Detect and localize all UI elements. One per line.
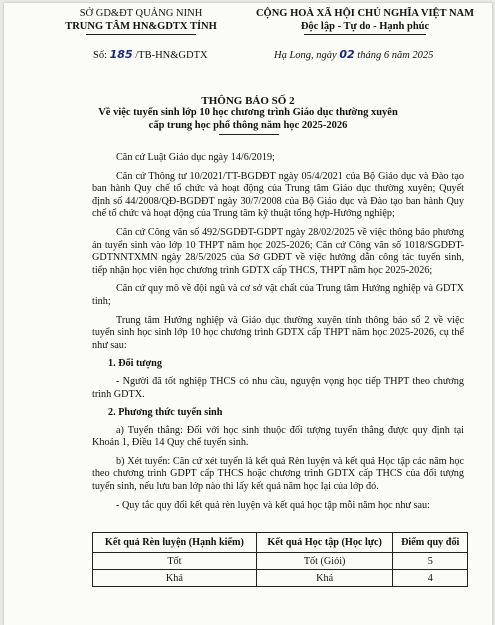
table-cell: Tốt (93, 553, 257, 570)
section-heading: 2. Phương thức tuyển sinh (108, 407, 223, 419)
table-cell: Khá (93, 570, 257, 587)
title-underline (219, 134, 279, 135)
document-page (4, 3, 492, 625)
basis-paragraph: Căn cứ Luật Giáo dục ngày 14/6/2019; (116, 152, 275, 163)
table-cell: 4 (393, 570, 468, 587)
section-text: - Người đã tốt nghiệp THCS có nhu cầu, nguyện vọng học tiếp THPT theo chương trình GDTX. (92, 375, 464, 400)
handwritten-number: 185 (109, 48, 133, 61)
section-text: b) Xét tuyển: Căn cứ xét tuyển là kết quả Rèn luyện và kết quả Học tập các năm học theo chương trình GDPT cấp THCS hoặc chương trình GDTX cấp THCS của đối tượng tuyển sinh, nếu lưu ban lớp nào thì lấy kết quả năm học lại của lớp đó. (92, 455, 464, 493)
table-row (93, 553, 468, 570)
document-number: Số: 185 /TB-HN&GDTX (93, 48, 208, 61)
motto: Độc lập - Tự do - Hạnh phúc (300, 21, 430, 32)
section-text: a) Tuyển thẳng: Đối với học sinh thuộc đối tượng tuyển thẳng được quy định tại Khoản 1, Điều 14 Quy chế tuyển sinh. (92, 424, 464, 449)
document-title: THÔNG BÁO SỐ 2 (201, 95, 295, 107)
table-cell: 5 (393, 553, 468, 570)
document-subject: Về việc tuyển sinh lớp 10 học chương trình Giáo dục thường xuyên cấp trung học phổ thông năm học 2025-2026 (98, 107, 398, 131)
issuer-underline (86, 34, 196, 35)
basis-paragraph: Căn cứ quy mô về đội ngũ và cơ sở vật chất của Trung tâm Hướng nghiệp và GDTX tỉnh; (92, 283, 464, 307)
column-header: Kết quả Học tập (Học lực) (256, 533, 393, 553)
handwritten-day: 02 (339, 48, 355, 61)
issuer-block (46, 7, 236, 33)
section-text: - Quy tắc quy đổi kết quả rèn luyện và kết quả học tập mỗi năm học như sau: (116, 499, 430, 511)
table-cell: Khá (256, 570, 393, 587)
document-body (92, 152, 464, 518)
national-motto-block (244, 7, 486, 33)
nation-name: CỘNG HOÀ XÃ HỘI CHỦ NGHĨA VIỆT NAM (255, 8, 475, 19)
conversion-table (92, 532, 468, 587)
motto-underline (304, 34, 426, 35)
column-header: Điểm quy đổi (393, 533, 468, 553)
intro-paragraph: Trung tâm Hướng nghiệp và Giáo dục thường xuyên tỉnh thông báo số 2 về việc tuyển sinh học sinh lớp 10 học chương trình GDTX cấp THPT năm học 2025-2026, cụ thể như sau: (92, 314, 464, 351)
basis-paragraph: Căn cứ Thông tư 10/2021/TT-BGDĐT ngày 05/4/2021 của Bộ Giáo dục và Đào tạo ban hành Quy chế tổ chức và hoạt động của Trung tâm Giáo dục thường xuyên; Quyết định số 44/2008/QĐ-BGDĐT ngày 30/7/2008 của Bộ Giáo dục và Đào tạo ban hành Quy chế tổ chức và hoạt động của Trung tâm kỹ thuật tổng hợp-Hướng nghiệp; (92, 170, 464, 220)
table-header-row (93, 533, 468, 553)
section-heading: 1. Đối tượng (108, 358, 162, 370)
parent-agency: SỞ GD&ĐT QUẢNG NINH (79, 8, 203, 19)
basis-paragraph: Căn cứ Công văn số 492/SGDĐT-GDPT ngày 28/02/2025 về việc thông báo phương án tuyển sinh vào lớp 10 THPT năm học 2025-2026; Căn cứ Công văn số 1018/SGDĐT-GDTNNTXMN ngày 28/5/2025 của Sở GDĐT về việc hướng dẫn công tác tuyển sinh, tiếp nhận học viên học chương trình GDTX cấp THCS, THPT năm học 2025-2026; (92, 226, 464, 276)
document-date: Hạ Long, ngày 02 tháng 6 năm 2025 (274, 48, 434, 61)
issuer-name: TRUNG TÂM HN&GDTX TỈNH (65, 21, 217, 32)
table-cell: Tốt (Giỏi) (256, 553, 393, 570)
table-row (93, 570, 468, 587)
column-header: Kết quả Rèn luyện (Hạnh kiểm) (93, 533, 257, 553)
